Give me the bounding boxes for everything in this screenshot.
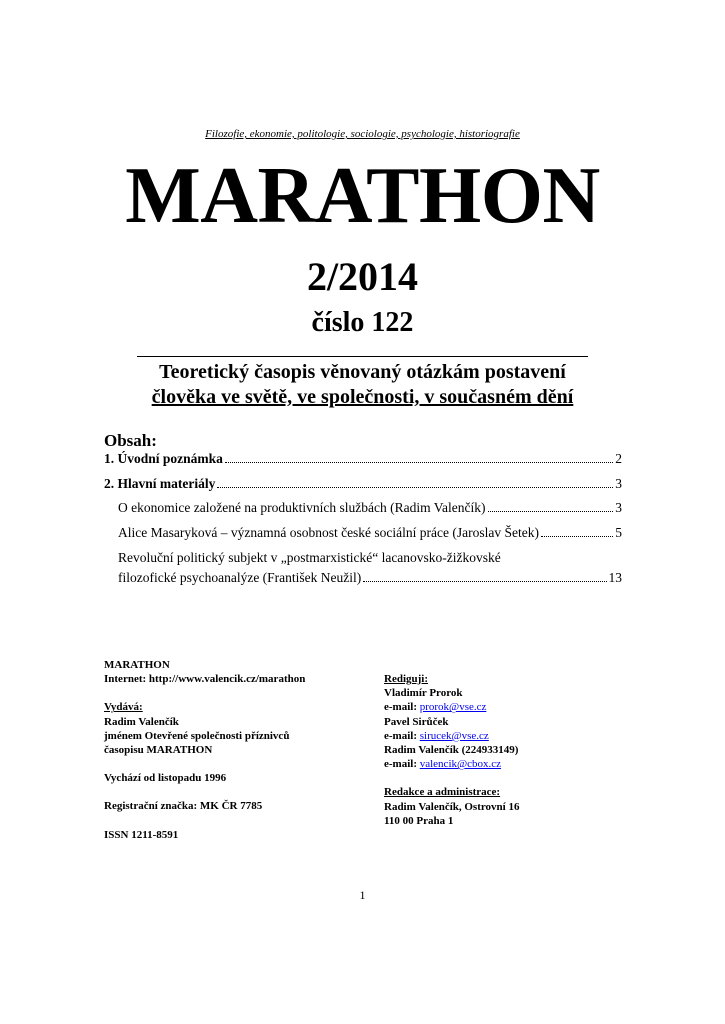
footer-left-column xyxy=(104,658,305,842)
toc-entry-revolution-line1[interactable]: Revoluční politický subjekt v „postmarxistické“ lacanovsko-žižkovské xyxy=(118,550,501,565)
page-number: 1 xyxy=(359,888,366,902)
email-label: e-mail: xyxy=(384,729,420,742)
toc-leader xyxy=(363,580,606,582)
editor1-email-link[interactable]: prorok@vse.cz xyxy=(419,701,487,714)
footer-publisher-label: Vydává: xyxy=(104,701,143,714)
footer-internet[interactable]: Internet: http://www.valencik.cz/marathon xyxy=(104,673,306,686)
toc-entry-page: 3 xyxy=(615,476,622,491)
footer-editor3-name: Radim Valenčík (224933149) xyxy=(384,744,519,757)
issue-number: číslo 122 xyxy=(311,307,414,338)
toc-leader xyxy=(541,535,613,537)
footer-editor1-email-row xyxy=(384,700,520,714)
toc-entry-main[interactable] xyxy=(104,476,622,492)
footer-editor3-email-row xyxy=(384,757,520,771)
toc-entry-revolution-line2[interactable] xyxy=(118,570,622,586)
toc-heading: Obsah: xyxy=(104,431,157,450)
toc-leader xyxy=(225,461,613,463)
toc-entry-page: 5 xyxy=(615,525,622,540)
journal-title: MARATHON xyxy=(125,152,600,240)
title-rule xyxy=(137,356,588,357)
footer-editor2-name: Pavel Sirůček xyxy=(384,715,449,728)
footer-issn: ISSN 1211-8591 xyxy=(104,828,179,841)
toc-entry-title: Alice Masaryková – významná osobnost české sociální práce (Jaroslav Šetek) xyxy=(118,525,539,540)
toc-entry-title: filozofické psychoanalýze (František Neužil) xyxy=(118,570,362,585)
toc-entry-masarykova[interactable] xyxy=(118,525,622,541)
subtitle-line-1: Teoretický časopis věnovaný otázkám postavení xyxy=(159,361,566,383)
toc-entry-title: 2. Hlavní materiály xyxy=(104,476,216,491)
footer-editor1-name: Vladimír Prorok xyxy=(384,687,463,700)
toc-entry-economy[interactable] xyxy=(118,500,622,516)
footer-editor2-email-row xyxy=(384,729,520,743)
journal-subtitle xyxy=(0,360,725,410)
toc-entry-page: 2 xyxy=(615,451,622,466)
footer-publisher-line3: časopisu MARATHON xyxy=(104,744,213,757)
footer-right-column xyxy=(384,672,520,828)
toc-entry-page: 3 xyxy=(615,500,622,515)
email-label: e-mail: xyxy=(384,701,420,714)
footer-journal-name: MARATHON xyxy=(104,659,170,671)
toc-entry-title: 1. Úvodní poznámka xyxy=(104,451,223,466)
email-label: e-mail: xyxy=(384,758,420,771)
toc-leader xyxy=(488,510,614,512)
footer-office-label: Redakce a administrace: xyxy=(384,786,501,799)
footer-registration: Registrační značka: MK ČR 7785 xyxy=(104,800,263,813)
footer-editors-label: Rediguji: xyxy=(384,673,428,685)
footer-publisher-name: Radim Valenčík xyxy=(104,715,179,728)
issue-year: 2/2014 xyxy=(306,254,419,299)
toc-entry-title: O ekonomice založené na produktivních službách (Radim Valenčík) xyxy=(118,500,486,515)
footer-office-line2: 110 00 Praha 1 xyxy=(384,814,454,827)
footer-publisher-line2: jménem Otevřené společnosti příznivců xyxy=(104,729,290,742)
toc-leader xyxy=(217,486,613,488)
footer-office-line1: Radim Valenčík, Ostrovní 16 xyxy=(384,800,520,813)
subtitle-line-2: člověka ve světě, ve společnosti, v současném dění xyxy=(151,386,574,408)
editor3-email-link[interactable]: valencik@cbox.cz xyxy=(419,758,502,771)
editor2-email-link[interactable]: sirucek@vse.cz xyxy=(419,729,489,742)
toc-entry-intro[interactable] xyxy=(104,451,622,467)
footer-since: Vychází od listopadu 1996 xyxy=(104,772,227,785)
toc-entry-page: 13 xyxy=(608,570,622,585)
journal-tagline: Filozofie, ekonomie, politologie, sociologie, psychologie, historiografie xyxy=(205,128,520,140)
